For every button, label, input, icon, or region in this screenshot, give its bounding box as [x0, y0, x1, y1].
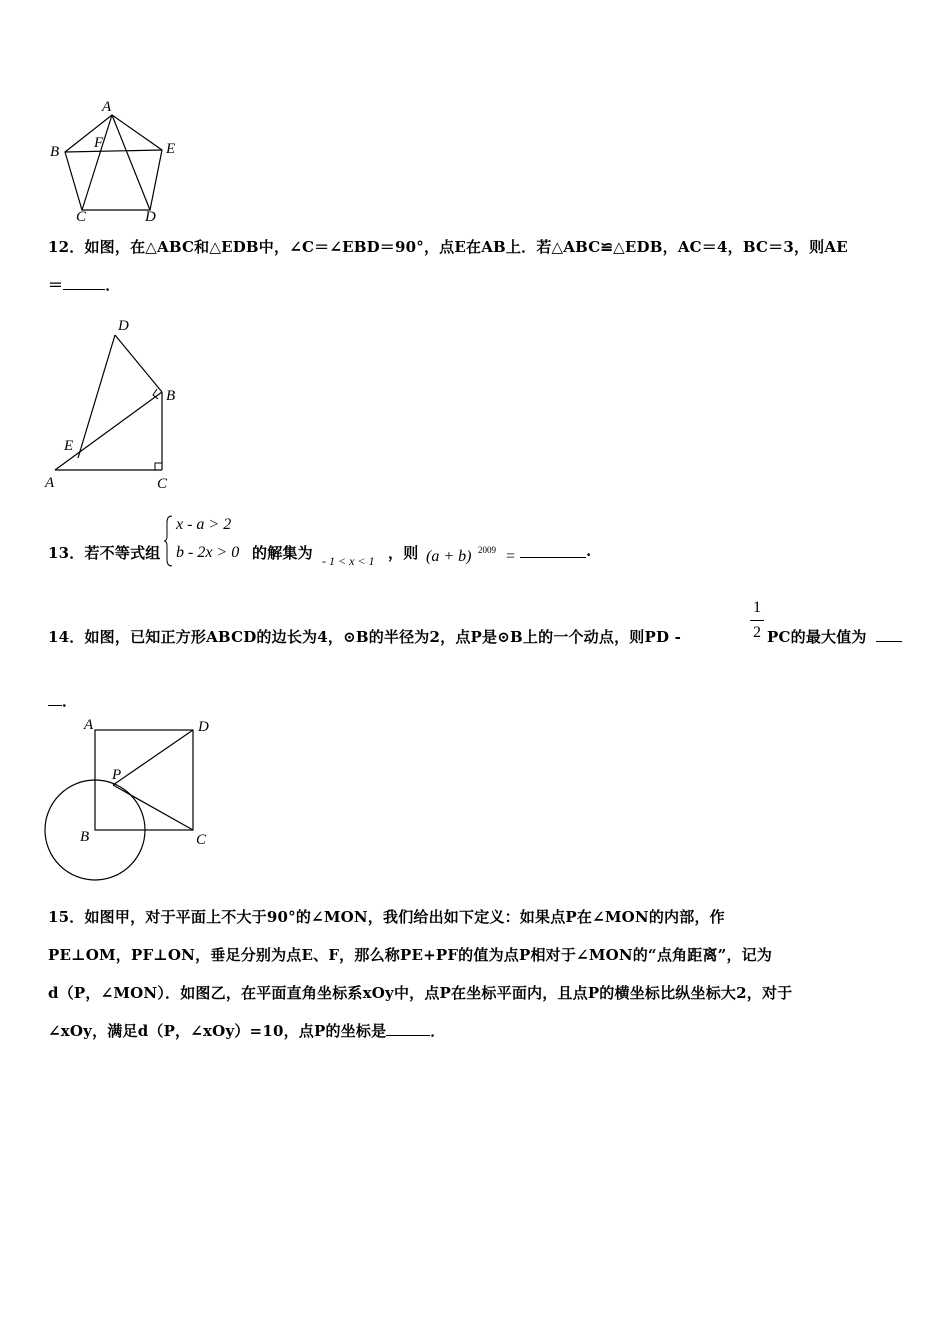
q14-fraction	[750, 598, 764, 643]
q13-solution: - 1 < x < 1	[322, 554, 375, 568]
question-14	[48, 626, 681, 647]
q14-number: 14．	[48, 628, 85, 646]
q14-text: 如图，已知正方形ABCD的边长为4，⊙B的半径为2，点P是⊙B上的一个动点，则PD -	[84, 628, 682, 646]
q14-end: ．	[62, 692, 78, 710]
fraction-bar	[750, 620, 764, 621]
q13-text2: 的解集为	[252, 544, 313, 562]
q14-line2	[48, 690, 77, 711]
pentagon-figure	[40, 95, 190, 225]
q13-text: 若不等式组	[84, 544, 161, 562]
label-c: C	[157, 476, 168, 492]
q12-text: 如图，在△ABC和△EDB中，∠C＝∠EBD＝90°，点E在AB上．若△ABC≌△EDB，AC＝4，BC＝3，则AE	[84, 238, 848, 256]
q12-end: ．	[105, 276, 121, 294]
label-a: A	[84, 717, 94, 733]
label-a: A	[102, 99, 112, 115]
q13-exponent: 2009	[478, 545, 496, 555]
q13-text3: ，则	[388, 544, 419, 562]
triangle-figure	[40, 310, 190, 495]
question-15-line2: PE⊥OM，PF⊥ON，垂足分别为点E、F，那么称PE+PF的值为点P相对于∠MON的“点角距离”，记为	[48, 946, 773, 964]
square-circle-figure	[40, 712, 225, 890]
label-b: B	[50, 144, 60, 160]
q15-number: 15．	[48, 908, 85, 926]
q12-answer-blank[interactable]	[63, 275, 105, 290]
label-e: E	[64, 438, 74, 454]
label-f: F	[94, 135, 104, 151]
q14-answer-blank-2[interactable]	[48, 691, 62, 706]
fraction-numerator: 1	[753, 599, 761, 616]
q13-inequality-2: b - 2x > 0	[176, 544, 240, 561]
question-12	[48, 236, 848, 257]
q13-equals: =	[506, 548, 516, 565]
label-a: A	[45, 475, 55, 491]
system-brace-icon	[164, 514, 174, 568]
q15-line1-text: 如图甲，对于平面上不大于90°的∠MON，我们给出如下定义：如果点P在∠MON的内部，作	[84, 908, 725, 926]
label-c: C	[76, 209, 87, 225]
q12-number: 12．	[48, 238, 85, 256]
question-15-line3: d（P，∠MON）．如图乙，在平面直角坐标系xOy中，点P在坐标平面内，且点P的横坐标比纵坐标大2，对于	[48, 984, 793, 1002]
q13-expression: (a + b)	[426, 548, 472, 565]
label-c: C	[196, 832, 207, 848]
q13-number: 13．	[48, 544, 85, 562]
label-d: D	[198, 719, 209, 735]
q14-text2: PC的最大值为	[767, 628, 867, 646]
label-b: B	[166, 388, 176, 404]
question-13	[48, 542, 161, 563]
label-b: B	[80, 829, 90, 845]
label-d: D	[145, 209, 156, 225]
q13-answer-blank[interactable]	[520, 557, 586, 558]
label-e: E	[166, 141, 176, 157]
q14-answer-blank-1[interactable]	[876, 641, 902, 642]
fraction-denominator: 2	[753, 624, 761, 641]
q13-inequality-1: x - a > 2	[176, 516, 232, 533]
question-15-line1	[48, 906, 725, 927]
q12-equals: ＝	[48, 276, 64, 294]
q15-line4-text: ∠xOy，满足d（P，∠xOy）=10，点P的坐标是	[48, 1022, 387, 1040]
q15-answer-blank[interactable]	[386, 1021, 430, 1036]
q15-end: ．	[430, 1022, 446, 1040]
label-p: P	[112, 767, 122, 783]
question-12-line2	[48, 274, 120, 295]
question-15-line4	[48, 1020, 445, 1041]
q13-end: .	[586, 542, 592, 560]
label-d: D	[118, 318, 129, 334]
